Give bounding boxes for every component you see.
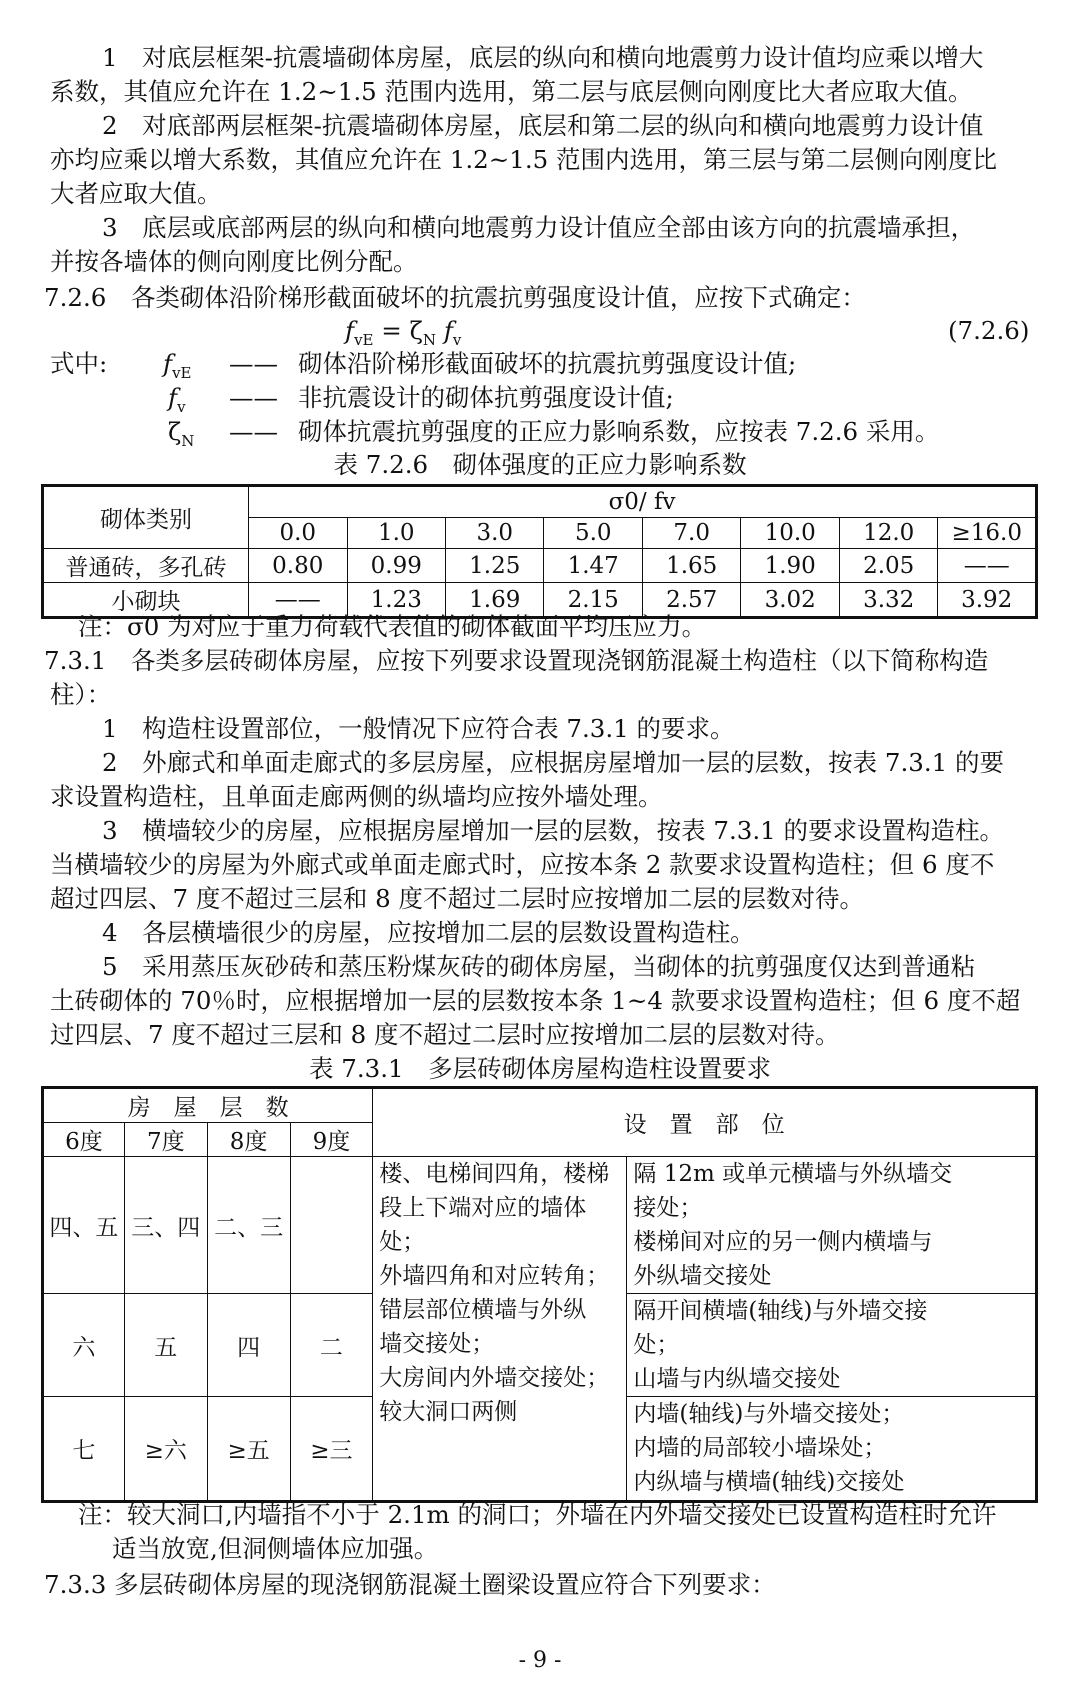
table-726 <box>41 484 1038 619</box>
column-header: 3.0 <box>446 518 544 549</box>
table-header: 设 置 部 位 <box>373 1088 1037 1157</box>
table-cell: 二 <box>290 1294 373 1397</box>
para-line: 1 对底层框架-抗震墙砌体房屋，底层的纵向和横向地震剪力设计值均应乘以增大 <box>102 43 984 72</box>
definition-text: 砌体沿阶梯形截面破坏的抗震抗剪强度设计值; <box>298 349 797 378</box>
table-cell: 0.80 <box>249 549 347 583</box>
table-cell: —— <box>249 583 347 618</box>
para-line: 超过四层、7 度不超过三层和 8 度不超过二层时应按增加二层的层数对待。 <box>50 884 865 913</box>
table-cell: 2.05 <box>839 549 937 583</box>
column-header: 0.0 <box>249 518 347 549</box>
table-cell: 四 <box>207 1294 290 1397</box>
table-cell: 3.32 <box>839 583 937 618</box>
column-header: 1.0 <box>347 518 445 549</box>
table-row <box>43 549 1037 583</box>
table-cell: 2.15 <box>544 583 642 618</box>
table-cell: 七 <box>43 1397 125 1502</box>
column-header: 12.0 <box>839 518 937 549</box>
para-line: 柱）： <box>50 680 112 709</box>
common-locations: 楼、电梯间四角，楼梯 段上下端对应的墙体 处； 外墙四角和对应转角； 错层部位横墙与外纵 墙交接处； 大房间内外墙交接处； 较大洞口两侧 <box>373 1157 627 1502</box>
table-cell: 1.47 <box>544 549 642 583</box>
para-line: 5 采用蒸压灰砂砖和蒸压粉煤灰砖的砌体房屋，当砌体的抗剪强度仅达到普通粘 <box>102 952 976 981</box>
para-line: 1 构造柱设置部位，一般情况下应符合表 7.3.1 的要求。 <box>102 714 735 743</box>
para-line: 大者应取大值。 <box>50 179 222 208</box>
para-line: 2 外廊式和单面走廊式的多层房屋，应根据房屋增加一层的层数，按表 7.3.1 的要 <box>102 748 1004 777</box>
row-locations: 内墙(轴线)与外墙交接处； 内墙的局部较小墙垛处； 内纵墙与横墙(轴线)交接处 <box>627 1397 1037 1502</box>
para-line: 并按各墙体的侧向刚度比例分配。 <box>50 247 418 276</box>
table-cell: ≥五 <box>207 1397 290 1502</box>
table-note: 注：σ0 为对应于重力荷载代表值的砌体截面平均压应力。 <box>78 612 707 641</box>
table-cell: 三、四 <box>124 1157 207 1294</box>
table-cell: 1.69 <box>446 583 544 618</box>
table-cell: 3.02 <box>741 583 839 618</box>
table-caption: 表 7.2.6 砌体强度的正应力影响系数 <box>333 450 747 479</box>
para-line: 2 对底部两层框架-抗震墙砌体房屋，底层和第二层的纵向和横向地震剪力设计值 <box>102 111 984 140</box>
para-line: 当横墙较少的房屋为外廊式或单面走廊式时，应按本条 2 款要求设置构造柱；但 6 度不 <box>50 850 995 879</box>
row-locations: 隔开间横墙(轴线)与外墙交接 处； 山墙与内纵墙交接处 <box>627 1294 1037 1397</box>
definition-text: 砌体抗震抗剪强度的正应力影响系数，应按表 7.2.6 采用。 <box>298 417 940 446</box>
table-cell: 二、三 <box>207 1157 290 1294</box>
symbol-definition: $\zeta_N$ <box>168 417 195 450</box>
section-heading-731: 7.3.1 各类多层砖砌体房屋，应按下列要求设置现浇钢筋混凝土构造柱（以下简称构造 <box>44 646 989 675</box>
table-cell: 3.92 <box>938 583 1037 618</box>
table-cell <box>290 1157 373 1294</box>
table-group-header: σ0/ fv <box>249 486 1037 518</box>
column-header: 7度 <box>124 1123 207 1157</box>
para-line: 系数，其值应允许在 1.2~1.5 范围内选用，第二层与底层侧向刚度比大者应取大值。 <box>50 77 973 106</box>
table-caption: 表 7.3.1 多层砖砌体房屋构造柱设置要求 <box>308 1054 772 1083</box>
table-cell: 五 <box>124 1294 207 1397</box>
table-cell: —— <box>938 549 1037 583</box>
para-line: 过四层、7 度不超过三层和 8 度不超过二层时应按增加二层的层数对待。 <box>50 1020 840 1049</box>
where-label: 式中: <box>50 349 108 378</box>
table-cell: 1.25 <box>446 549 544 583</box>
column-header: 9度 <box>290 1123 373 1157</box>
column-header: 7.0 <box>642 518 740 549</box>
table-cell: 1.23 <box>347 583 445 618</box>
para-line: 亦均应乘以增大系数，其值应允许在 1.2~1.5 范围内选用，第三层与第二层侧向刚度比 <box>50 145 998 174</box>
table-header: 砌体类别 <box>43 486 249 549</box>
formula: $f_{vE} = \zeta_N$ $f_v$ <box>345 316 462 349</box>
para-line: 求设置构造柱，且单面走廊两侧的纵墙均应按外墙处理。 <box>50 782 663 811</box>
definition-dash: —— <box>229 349 278 378</box>
table-row <box>43 1157 1037 1294</box>
table-cell: 四、五 <box>43 1157 125 1294</box>
row-locations: 隔 12m 或单元横墙与外纵墙交 接处； 楼梯间对应的另一侧内横墙与 外纵墙交接处 <box>627 1157 1037 1294</box>
para-line: 3 横墙较少的房屋，应根据房屋增加一层的层数，按表 7.3.1 的要求设置构造柱。 <box>102 816 1004 845</box>
table-cell: 0.99 <box>347 549 445 583</box>
definition-dash: —— <box>229 383 278 412</box>
table-cell: 2.57 <box>642 583 740 618</box>
page-number: - 9 - <box>518 1648 562 1673</box>
column-header: 10.0 <box>741 518 839 549</box>
table-note: 适当放宽,但洞侧墙体应加强。 <box>112 1534 439 1563</box>
definition-text: 非抗震设计的砌体抗剪强度设计值; <box>298 383 674 412</box>
table-group-header: 房 屋 层 数 <box>43 1088 373 1123</box>
column-header: 8度 <box>207 1123 290 1157</box>
formula-number: (7.2.6) <box>948 316 1030 345</box>
symbol-definition: $f_v$ <box>168 383 186 416</box>
table-cell: 1.90 <box>741 549 839 583</box>
definition-dash: —— <box>229 417 278 446</box>
para-line: 4 各层横墙很少的房屋，应按增加二层的层数设置构造柱。 <box>102 918 755 947</box>
table-note: 注：较大洞口,内墙指不小于 2.1m 的洞口；外墙在内外墙交接处已设置构造柱时允许 <box>78 1500 997 1529</box>
section-heading-733: 7.3.3 多层砖砌体房屋的现浇钢筋混凝土圈梁设置应符合下列要求： <box>44 1570 776 1599</box>
table-cell: ≥六 <box>124 1397 207 1502</box>
table-cell: 六 <box>43 1294 125 1397</box>
para-line: 3 底层或底部两层的纵向和横向地震剪力设计值应全部由该方向的抗震墙承担， <box>102 213 976 242</box>
column-header: 6度 <box>43 1123 125 1157</box>
table-cell: ≥三 <box>290 1397 373 1502</box>
para-line: 土砖砌体的 70％时，应根据增加一层的层数按本条 1~4 款要求设置构造柱；但 6 度不超 <box>50 986 1021 1015</box>
row-label: 小砌块 <box>43 583 249 618</box>
row-label: 普通砖，多孔砖 <box>43 549 249 583</box>
symbol-definition: $f_{vE}$ <box>163 349 192 382</box>
column-header: ≥16.0 <box>938 518 1037 549</box>
table-731 <box>41 1086 1038 1503</box>
column-header: 5.0 <box>544 518 642 549</box>
table-cell: 1.65 <box>642 549 740 583</box>
section-heading-726: 7.2.6 各类砌体沿阶梯形截面破坏的抗震抗剪强度设计值，应按下式确定： <box>44 283 866 312</box>
